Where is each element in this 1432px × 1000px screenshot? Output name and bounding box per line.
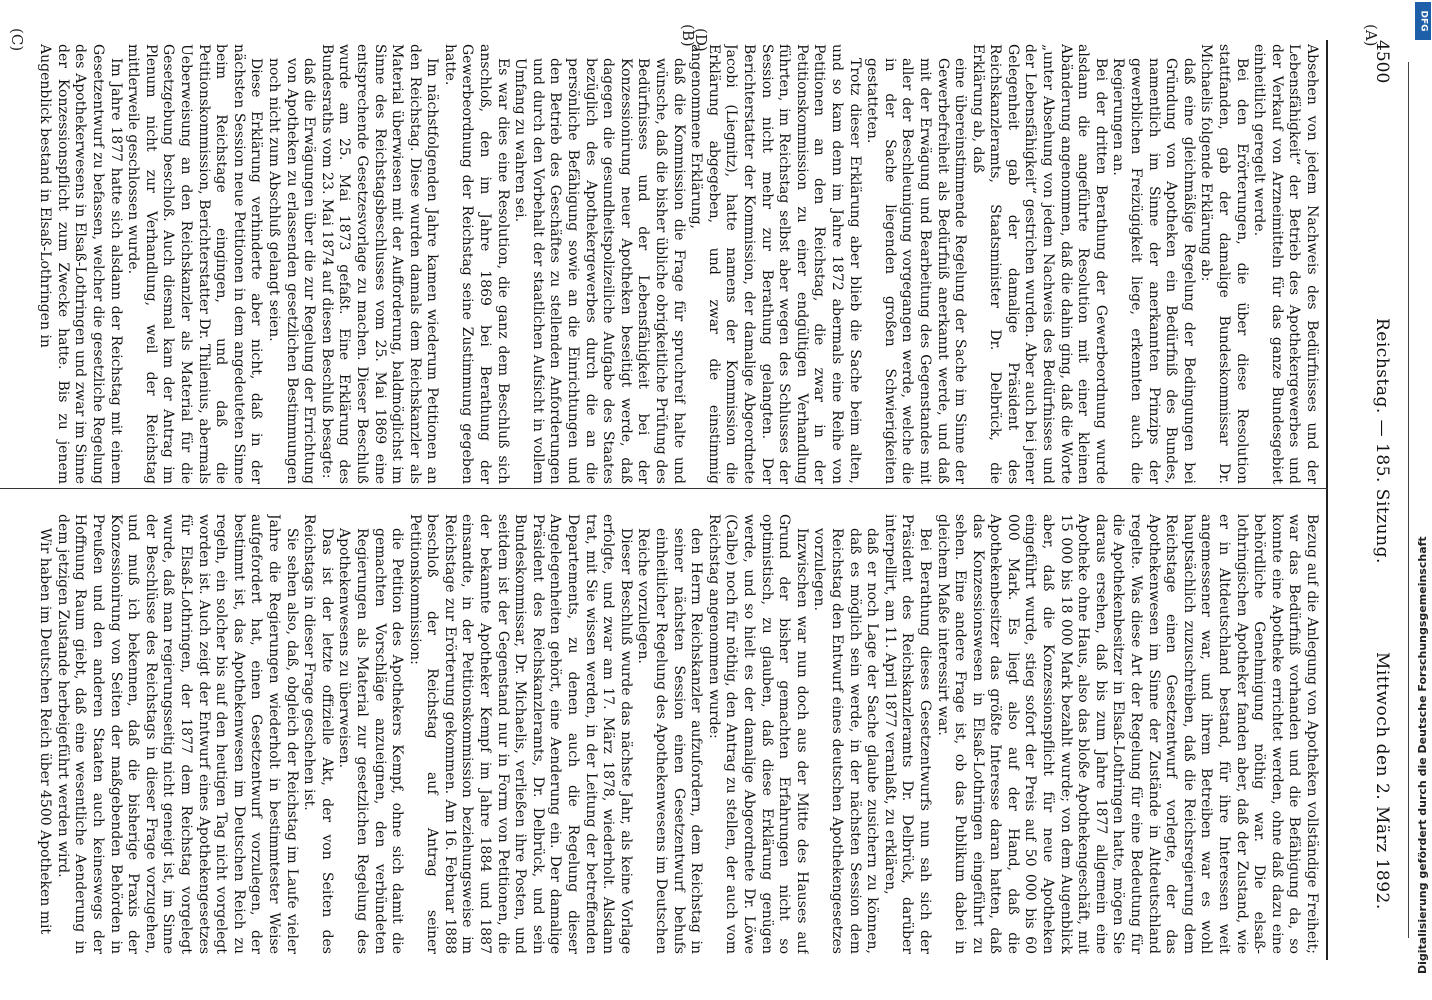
margin-note-c: (C) [8,28,26,52]
top-border-rule [1408,62,1409,938]
digitization-credit [1414,14,1432,986]
paragraph: Bei der dritten Berathung der Gewerbeordnung wurde alsdann die angeführte Resolution mit einer kleinen Abänderung angenommen, daß die dahin ging, daß die Worte „unter Absehung von jedem Nachweis des Bedürfnisses und der Lebensfähigkeit“ gestrichen wurden. Aber auch bei jener Gelegenheit gab der damalige Präsident des Reichskanzleramts, Staatsminister Dr. Delbrück, die Erklärung ab, daß [969,44,1109,484]
quoted-statement: daß die Kommission die Frage für spruchreif halte und wünsche, daß die bisher übliche obrigkeitliche Prüfung des Bedürfnisses und der Lebensfähigkeit bei der Konzessionirung neuer Apotheken beseitigt werde, daß dagegen die gesundheitspolizeiliche Aufgabe des Staates bezüglich des Apothekergewerbes durch die an die persönliche Befähigung sowie an die Einrichtungen und den Betrieb des Geschäftes zu stellenden Anforderungen und durch den Vorbehalt der staatlichen Aufsicht in vollem Umfang zu wahren sei. [512,58,687,484]
paragraph: Bei den Erörterungen, die über diese Resolution stattfanden, gab der damalige Bundeskommissar Dr. Michaelis folgende Erklärung ab: [1198,44,1250,484]
margin-note-d: (D) [692,28,710,52]
quoted-statement: daß eine gleichmäßige Regelung der Bedingungen bei Gründung von Apotheken ein Bedürfniß des Bundes, namentlich im Sinne der anerkannten Prinzips der gewerblichen Freizügigkeit liege, erkennten auch die Regierungen an. [1110,58,1197,484]
paragraph: Das ist der letzte offizielle Akt, der von Seiten des Reichstags in dieser Frage geschehen ist. [301,514,335,954]
quoted-statement: die Petition des Apothekers Kempf, ohne sich damit die gemachten Vorschläge anzueignen, den verbündeten Regierungen als Material zur gesetzlichen Regelung des Apothekenwesens zu überweisen. [336,528,406,954]
margin-note-b: (B) [679,24,697,47]
text-column-left [20,44,1320,484]
paragraph: Absehen von jedem Nachweis des Bedürfnisses und der Lebensfähigkeit“ der Betrieb des Apothekergewerbes und der Verkauf von Arzneimitteln für das ganze Bundesgebiet einheitlich geregelt werde. [1251,44,1320,484]
paragraph: Im Jahre 1877 hatte sich alsdann der Reichstag mit einem Gesetzentwurf zu befassen, welcher die gesetzliche Regelung des Apothekerwesens in Elsaß-Lothringen und zwar im Sinne der Konzessionspflicht zum Zwecke hatte. Bis zu jenem Augenblick bestand in Elsaß-Lothringen in [37,44,124,484]
paragraph: Inzwischen war nun doch aus der Mitte des Hauses auf Grund der bisher gemachten Erfahrungen nicht so optimistisch, zu glauben, daß diese Erklärung genügen werde, und so hielt es der damalige Abgeordnete Dr. Löwe (Calbe) noch für nöthig, den Antrag zu stellen, der auch vom Reichstag angenommen wurde: [705,514,810,954]
header-rule [1326,40,1328,960]
quoted-statement: eine übereinstimmende Regelung der Sache im Sinne der Gewerbefreiheit als Bedürfniß anerkannt werde, und daß mit der Erwägung und Bearbeitung des Gegenstandes mit aller der Beschleunigung vorgegangen werde, welche die in der Sache liegenden großen Schwierigkeiten gestatteten. [864,58,969,484]
credit-text: Digitalisierung gefördert durch die Deutsche Forschungsgemeinschaft [1416,536,1429,974]
quoted-statement: daß er noch Lage der Sache glaube zusichern zu können, daß es möglich sein werde, in der nächsten Session dem Reichstag den Entwurf eines deutschen Apothekengesetzes vorzulegen. [811,528,881,954]
margin-note-a: (A) [1362,24,1380,47]
session-title: Reichstag. — 185. Sitzung. [1372,318,1392,564]
paragraph: Es war dies eine Resolution, die ganz dem Beschluß sich anschloß, den im Jahre 1869 bei Berathung der Gewerbeordnung der Reichstag seine Zustimmung gegeben hatte. [441,44,511,484]
paragraph: Trotz dieser Erklärung aber blieb die Sache beim alten, und so kam denn im Jahre 1872 abermals eine Reihe von Petitionen an den Reichstag, die zwar in der Petitionskommission zu einer endgültigen Verhandlung führten, im Reichstag selbst aber wegen des Schlusses der Session nicht mehr zur Berathung gelangten. Der Berichterstatter der Kommission, der damalige Abgeordnete Jacobi (Liegnitz), hatte namens der Kommission die Erklärung abgegeben, und zwar die einstimmig angenommene Erklärung, [688,44,863,484]
dfg-logo-text: DFG [1418,10,1429,32]
paragraph: Dieser Beschluß wurde das nächste Jahr, als keine Vorlage erfolgte, und zwar am 17. März 1878, wiederholt. Alsdann trat, mit Sie wissen werden, in der Leitung der betreffenden Departements, zu denen auch die Regelung dieser Angelegenheiten gehört, eine Aenderung ein. Der damalige Präsident des Reichskanzleramts, Dr. Delbrück, und sein Bundeskommissar, Dr. Michaelis, verließen ihre Posten, und seitdem ist der Gegenstand nur in Form von Petitionen, die der bekannte Apotheker Kempf im Jahre 1884 und 1887 einsandte, in der Petitionskommission beziehungsweise im Reichstage zur Erörterung gekommen. Am 16. Februar 1888 beschloß der Reichstag auf Antrag seiner Petitionskommission: [406,514,634,954]
quoted-statement: daß die Erwägungen über die zur Regelung der Errichtung von Apotheken zu erlassenden gesetzlichen Bestimmungen noch nicht zum Abschluß gelangt seien. [265,58,318,484]
paragraph: Diese Erklärung verhinderte aber nicht, daß in der nächsten Session neue Petitionen in dem angedeuteten Sinne beim Reichstage eingingen, und daß die Petitionskommission, Berichterstatter Dr. Thilenius, abermals Ueberweisung an den Reichskanzler als Material für die Gesetzgebung beschloß. Auch diesmal kam der Antrag im Plenum nicht zur Verhandlung, weil der Reichstag mittlerweile geschlossen wurde. [125,44,265,484]
paragraph: Wir haben im Deutschen Reich über 4500 Apotheken mit [37,528,54,935]
session-date: Mittwoch den 2. März 1892. [1372,652,1392,910]
paragraph: Im nächstfolgenden Jahre kamen wiederum Petitionen an den Reichstag. Diese wurden damals dem Reichskanzler als Material überwiesen mit der Aufforderung, baldmöglichst im Sinne des Reichstagsbeschlusses vom 25. Mai 1869 eine entsprechende Gesetzesvorlage zu machen. Dieser Beschluß wurde am 25. Mai 1873 gefaßt. Eine Erklärung des Bundesraths vom 23. Mai 1874 auf diesen Beschluß besagte: [318,44,441,484]
running-header [1370,40,1404,960]
paragraph: Bezug auf die Anlegung von Apotheken vollständige Freiheit; war das Bedürfniß vorhanden und die Befähigung da, so konnte eine Apotheke errichtet werden, ohne daß dazu eine behördliche Genehmigung nöthig war. Die elsaß-lothringischen Apotheker fanden aber, daß der Zustand, wie er in Altdeutschland bestand, für ihre Interessen weit angemessener war, und ihrem Betreiben war es wohl hauptsächlich zuzuschreiben, daß die Reichsregierung dem Reichstage einen Gesetzentwurf vorlegte, der das Apothekenwesen im Sinne der Zustände in Altdeutschland regelte. Was diese Art der Regelung für eine Bedeutung für die Apothekenbesitzer in Elsaß-Lothringen hatte, mögen Sie daraus ersehen, daß bis zum Jahre 1877 allgemein eine Apotheke ohne Haus, also das bloße Apothekengeschäft, mit 15 000 bis 18 000 Mark bezahlt wurde; von dem Augenblick aber, daß die Konzessionspflicht für neue Apotheken eingeführt wurde, stieg sofort der Preis auf 50 000 bis 60 000 Mark. Es liegt also auf der Hand, daß die Apothekenbesitzer das größte Interesse daran hatten, daß das Konzessionswesen in Elsaß-Lothringen eingeführt zu sehen. Eine andere Frage ist, ob das Publikum dabei in gleichem Maße interessirt war. [934,514,1320,954]
paragraph: Bei Berathung dieses Gesetzentwurfs nun sah sich der Präsident des Reichskanzleramts Dr. Delbrück, darüber interpellirt, am 11. April 1877 veranlaßt, zu erklären, [881,514,933,954]
page-number: 4500 [1372,40,1392,84]
column-divider [0,488,1328,489]
quoted-statement: den Herrn Reichskanzler aufzufordern, dem Reichstag in seiner nächsten Session einen Gesetzentwurf behufs einheitlicher Regelung des Apothekenwesens im Deutschen Reiche vorzulegen. [635,528,705,954]
text-column-right [20,514,1320,954]
paragraph: Sie sehen also, daß, obgleich der Reichstag im Laufe vieler Jahre die Regierungen wiederholt in bestimmtester Weise aufgefordert hat, einen Gesetzentwurf vorzulegen, der bestimmt ist, das Apothekenwesen im Deutschen Reich zu regeln, ein solcher bis auf den heutigen Tag nicht vorgelegt worden ist. Auch zeigt der Entwurf eines Apothekengesetzes für Elsaß-Lothringen, der 1877 dem Reichstag vorgelegt wurde, daß man regierungsseitig nicht geneigt ist, im Sinne der Beschlüsse des Reichstags in dieser Frage vorzugehen, und muß ich bekennen, daß die bisherige Praxis der Konzessionirung von Seiten der maßgebenden Behörden in Preußen und den anderen Staaten auch keineswegs der Hoffnung Raum giebt, daß eine wesentliche Aenderung in dem jetzigen Zustande herbeigeführt werden wird. [54,514,300,954]
